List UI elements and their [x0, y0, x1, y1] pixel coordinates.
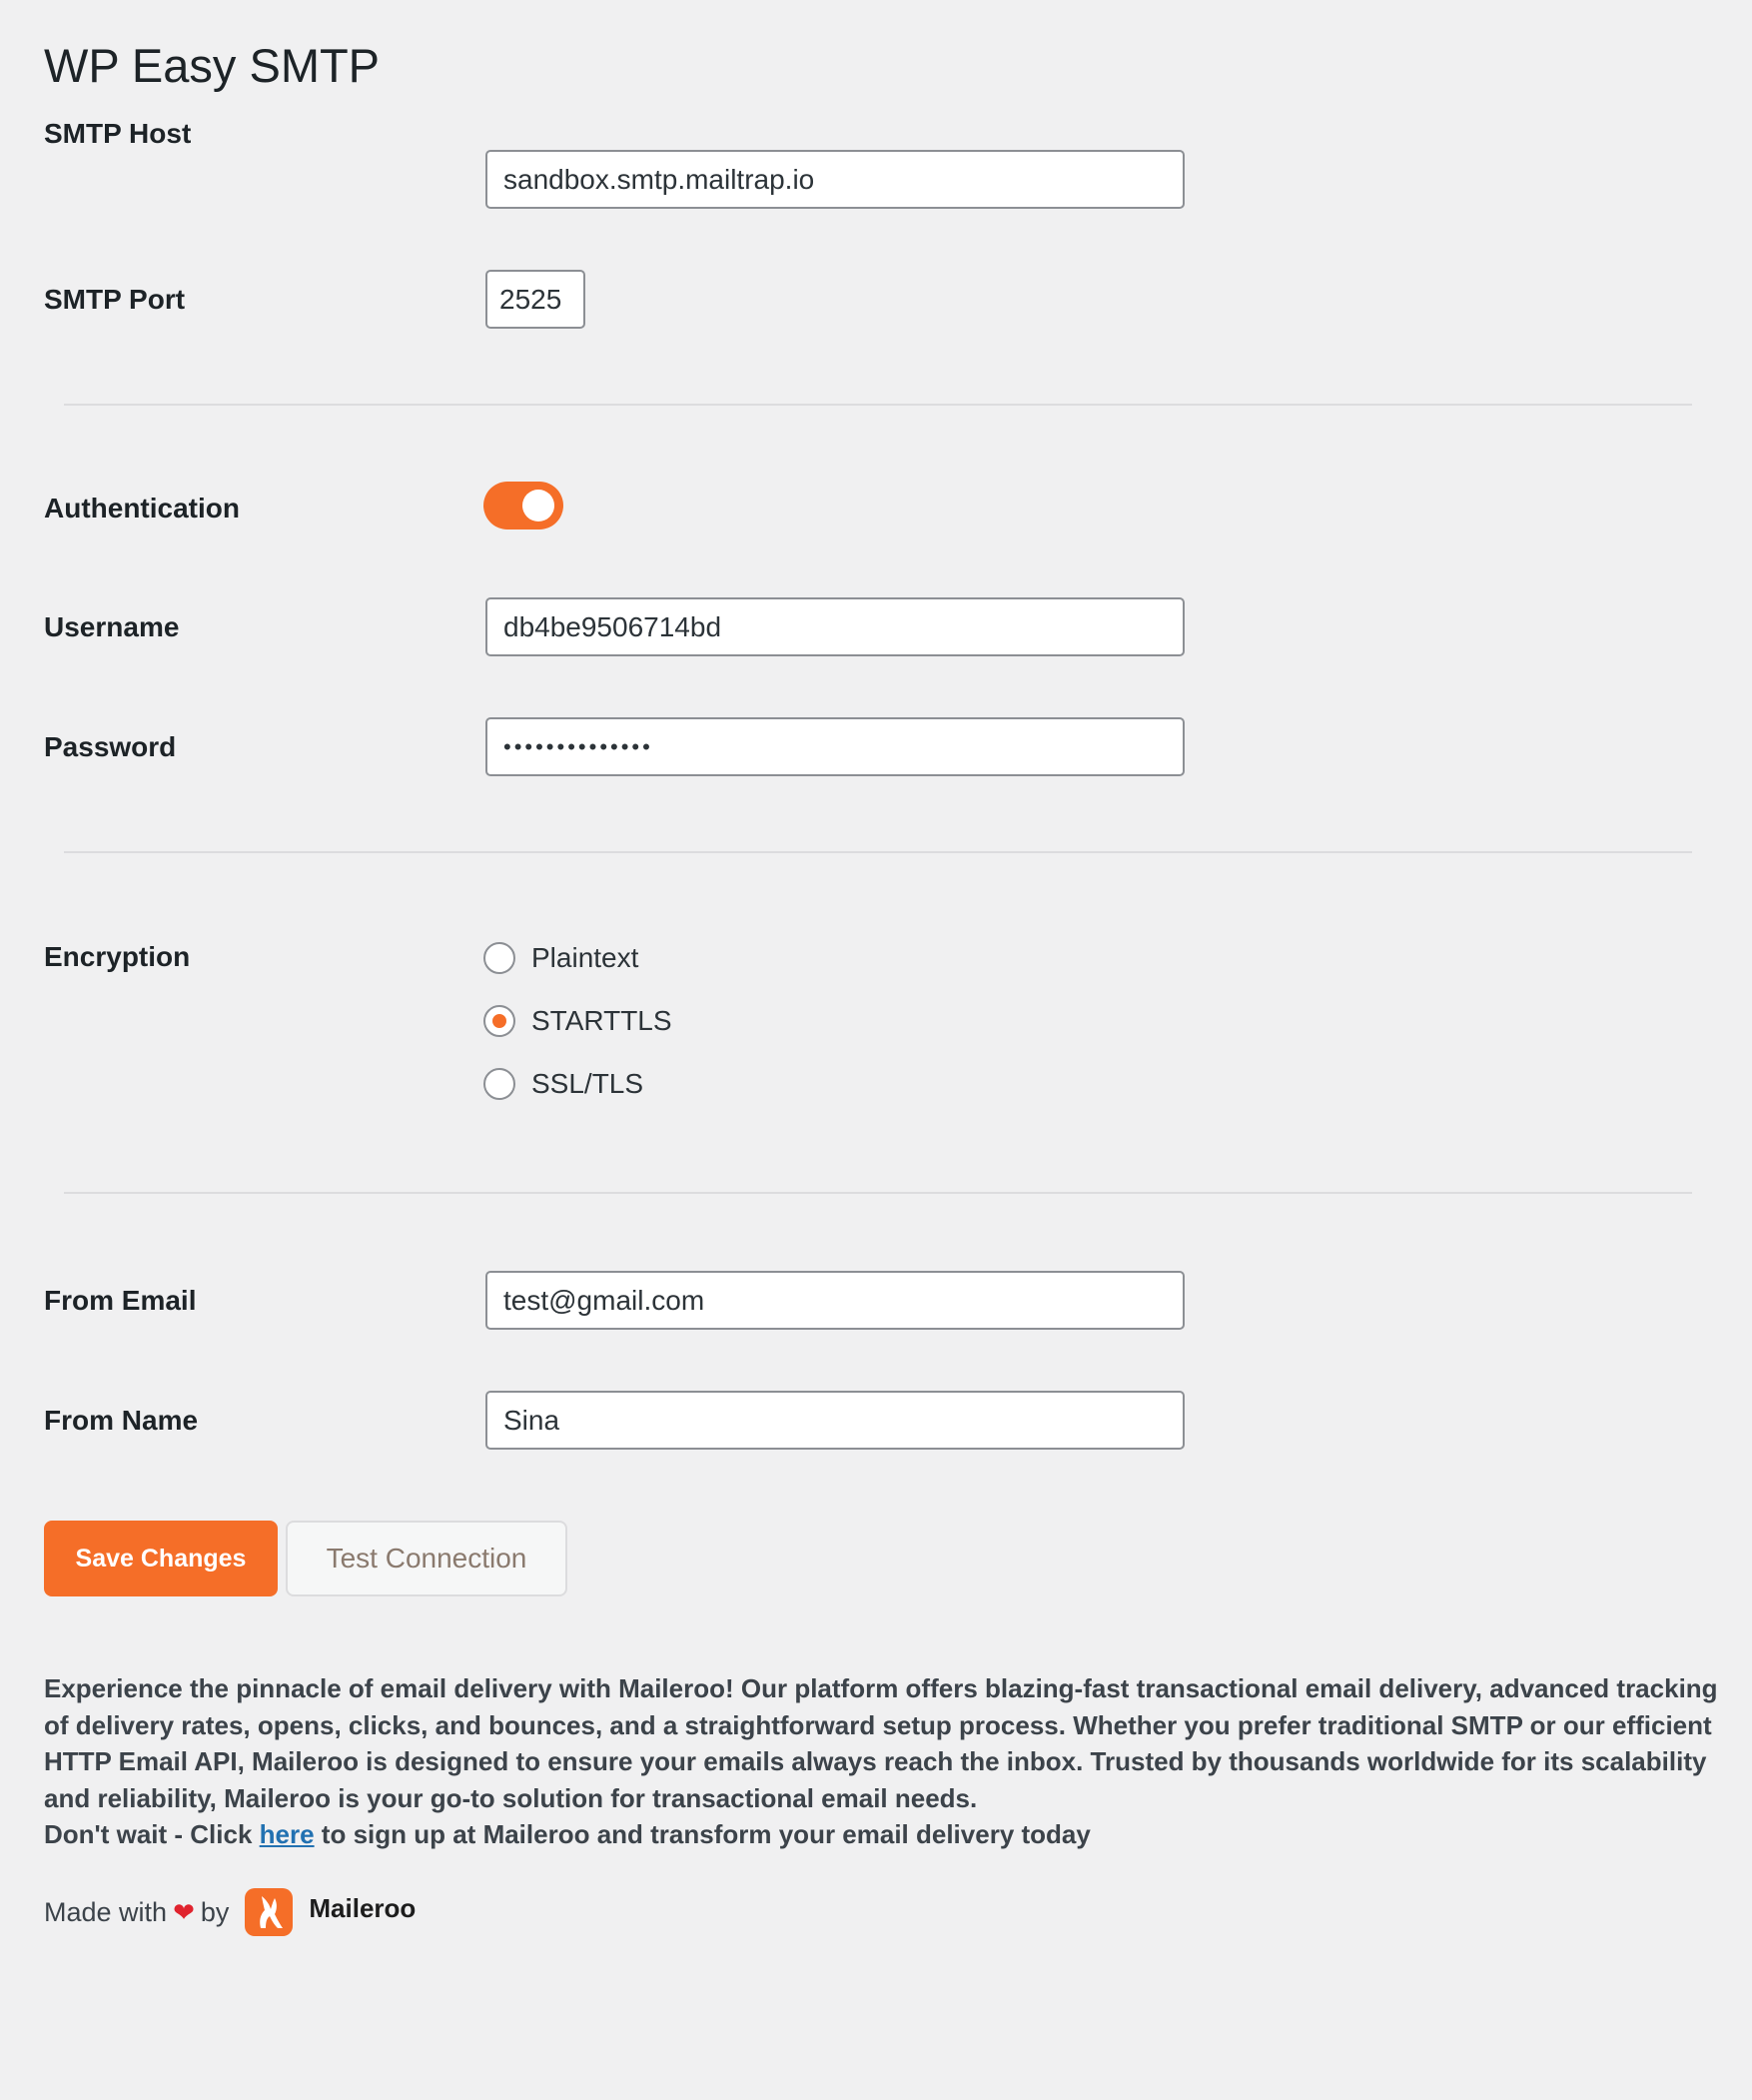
- authentication-label: Authentication: [44, 493, 240, 524]
- from-email-label: From Email: [44, 1285, 197, 1316]
- maileroo-logo-icon[interactable]: [245, 1888, 293, 1936]
- encryption-label: Encryption: [44, 941, 191, 972]
- signup-link[interactable]: here: [259, 1819, 315, 1849]
- smtp-host-input[interactable]: [485, 150, 1185, 209]
- username-label: Username: [44, 611, 180, 642]
- authentication-toggle[interactable]: [483, 482, 563, 529]
- promo-cta-suffix: to sign up at Maileroo and transform your email delivery today: [314, 1819, 1091, 1849]
- maileroo-brand[interactable]: Maileroo: [309, 1892, 417, 1923]
- from-name-input[interactable]: [485, 1391, 1185, 1450]
- test-connection-button[interactable]: Test Connection: [286, 1521, 567, 1596]
- radio-ssl-tls[interactable]: [483, 1064, 643, 1104]
- from-email-input[interactable]: [485, 1271, 1185, 1330]
- smtp-host-label: SMTP Host: [44, 118, 192, 149]
- made-with-text: Made with: [44, 1896, 168, 1927]
- username-input[interactable]: [485, 597, 1185, 656]
- promo-cta-prefix: Don't wait - Click: [44, 1819, 260, 1849]
- promo-text: [44, 1670, 1722, 1853]
- by-text: by: [200, 1896, 230, 1927]
- smtp-port-label: SMTP Port: [44, 284, 186, 315]
- password-label: Password: [44, 731, 177, 762]
- smtp-port-input[interactable]: [485, 270, 585, 329]
- radio-plaintext[interactable]: [483, 938, 638, 978]
- promo-paragraph: Experience the pinnacle of email delivery with Maileroo! Our platform offers blazing-fast transactional email delivery, advanced tracking of delivery rates, opens, clicks, and bounces, and a straightforward setup process. Whether you prefer traditional SMTP or our efficient HTTP Email API, Maileroo is designed to ensure your emails always reach the inbox. Trusted by thousands worldwide for its scalability and reliability, Maileroo is your go-to solution for transactional email needs.: [44, 1673, 1718, 1813]
- heart-icon: ❤: [173, 1896, 195, 1927]
- footer-credit: [44, 1884, 416, 1940]
- page-title: WP Easy SMTP: [44, 39, 381, 92]
- password-input[interactable]: [485, 717, 1185, 776]
- radio-label-ssl-tls: SSL/TLS: [531, 1068, 644, 1099]
- radio-starttls[interactable]: [483, 1001, 672, 1041]
- radio-circle-checked[interactable]: [483, 1005, 515, 1037]
- radio-circle[interactable]: [483, 942, 515, 974]
- save-changes-button[interactable]: Save Changes: [44, 1521, 278, 1596]
- section-divider: [64, 404, 1692, 406]
- radio-label-plaintext: Plaintext: [531, 942, 639, 973]
- from-name-label: From Name: [44, 1405, 199, 1436]
- radio-circle[interactable]: [483, 1068, 515, 1100]
- section-divider: [64, 1192, 1692, 1194]
- radio-label-starttls: STARTTLS: [531, 1005, 672, 1036]
- section-divider: [64, 851, 1692, 853]
- toggle-knob: [522, 490, 554, 522]
